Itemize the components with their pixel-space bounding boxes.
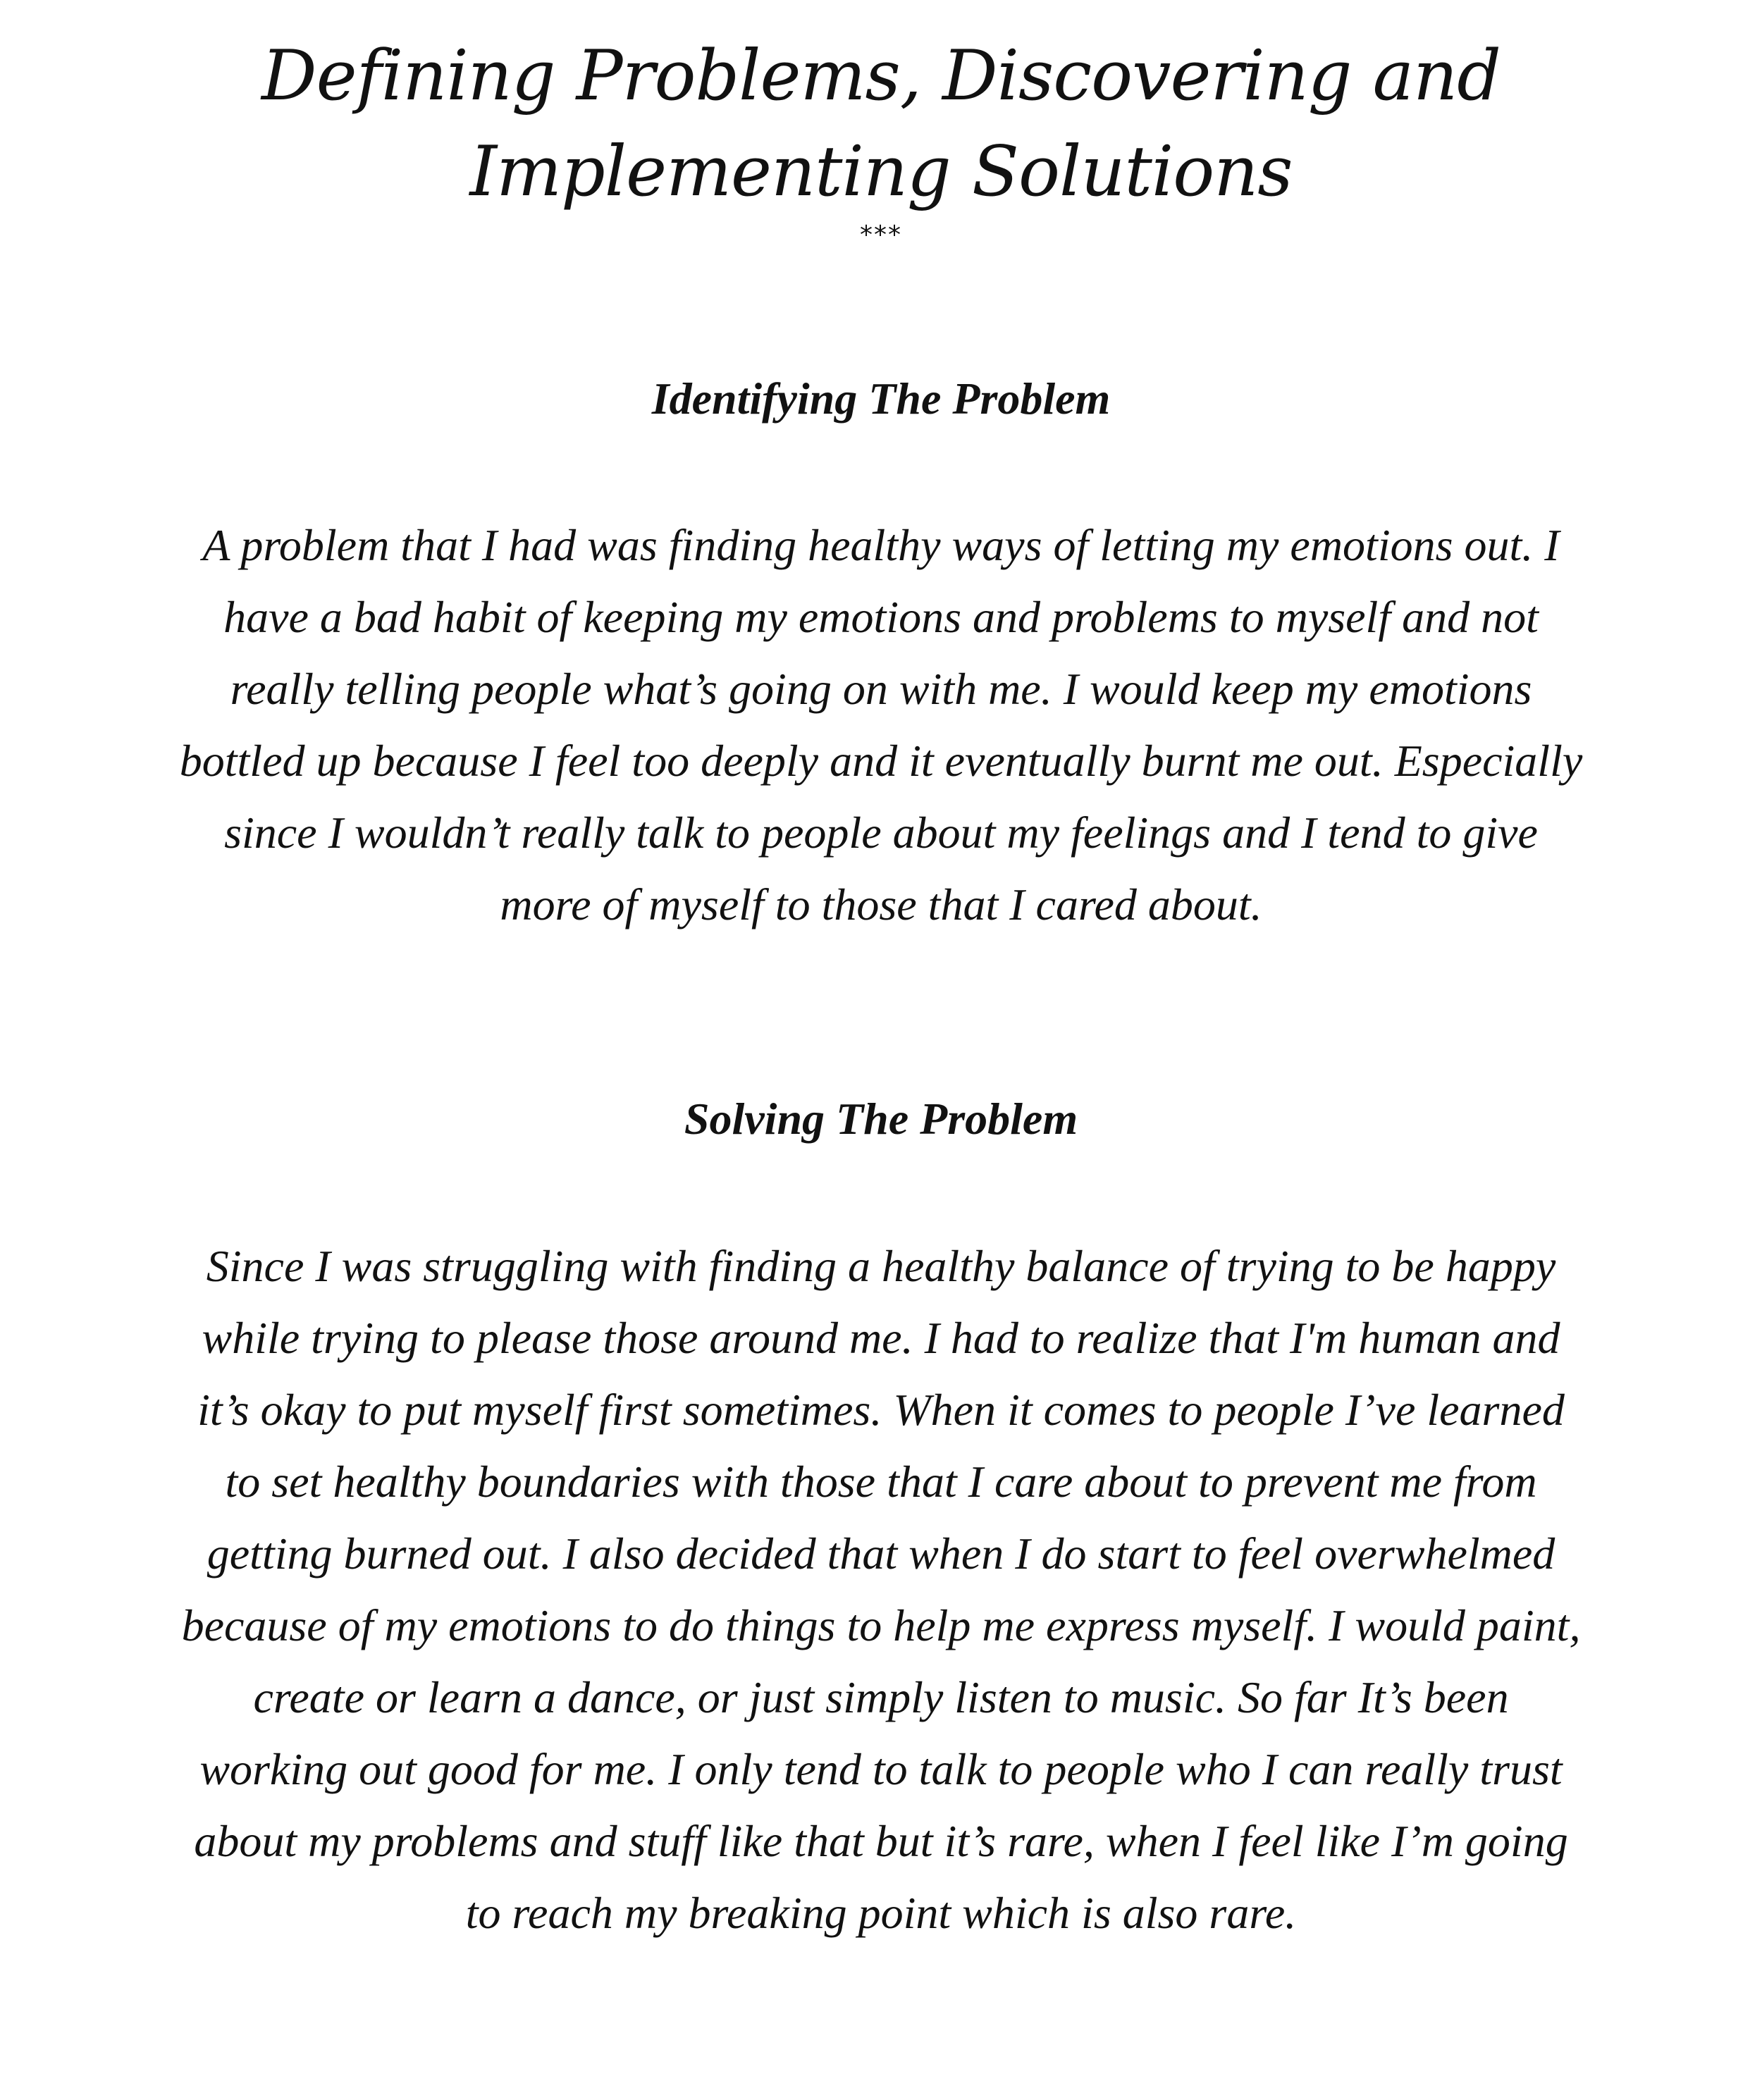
star-divider: *** [860, 221, 902, 249]
section-body-identifying: A problem that I had was finding healthy ways of letting my emotions out. I have a bad habit of keeping my emotions and problems to myself and not really telling people what’s going on with me. I would keep my emotions bottled up because I feel too deeply and it eventually burnt me out. Especially since I wouldn’t really talk to people about my feelings and I tend to give more of myself to those that I cared about. [179, 520, 1583, 929]
page-title: Defining Problems, Discovering and Implementing Solutions [261, 36, 1501, 212]
section-heading-solving: Solving The Problem [684, 1094, 1078, 1144]
section-body-solving: Since I was struggling with finding a healthy balance of trying to be happy while trying to please those around me. I had to realize that I'm human and it’s okay to put myself first sometimes. When it comes to people I’ve learned to set healthy boundaries with those that I care about to prevent me from getting burned out. I also decided that when I do start to feel overwhelmed because of my emotions to do things to help me express myself. I would paint, create or learn a dance, or just simply listen to music. So far It’s been working out good for me. I only tend to talk to people who I can really trust about my problems and stuff like that but it’s rare, when I feel like I’m going to reach my breaking point which is also rare. [181, 1241, 1581, 1938]
section-heading-identifying: Identifying The Problem [651, 373, 1111, 424]
